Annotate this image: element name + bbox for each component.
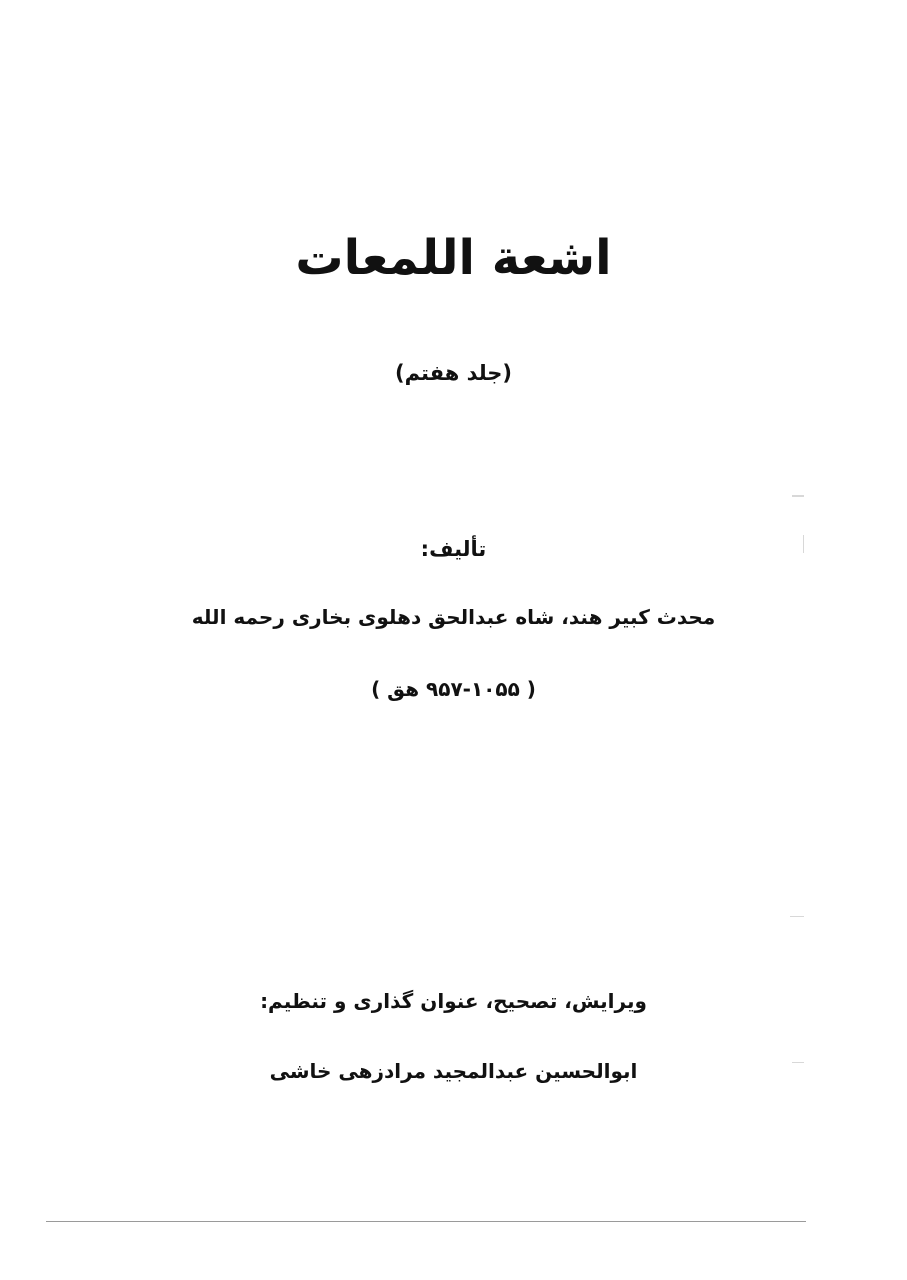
scan-artifact xyxy=(792,1062,804,1063)
author-dates: ( ۹۵۷-۱۰۵۵ هق ) xyxy=(371,677,536,701)
scan-artifact xyxy=(803,535,804,553)
editing-credit-label: ویرایش، تصحیح، عنوان گذاری و تنظیم: xyxy=(260,989,647,1013)
scan-artifact xyxy=(792,495,804,497)
bottom-rule xyxy=(46,1221,806,1222)
book-title: اشعة اللمعات xyxy=(295,230,612,286)
volume-label: (جلد هفتم) xyxy=(394,361,513,385)
authored-by-label: تألیف: xyxy=(420,537,487,561)
scan-artifact xyxy=(790,916,804,917)
editor-name: ابوالحسین عبدالمجید مرادزهی خاشی xyxy=(269,1059,638,1083)
author-name: محدث کبیر هند، شاه عبدالحق دهلوی بخاری رحمه الله xyxy=(191,605,716,629)
